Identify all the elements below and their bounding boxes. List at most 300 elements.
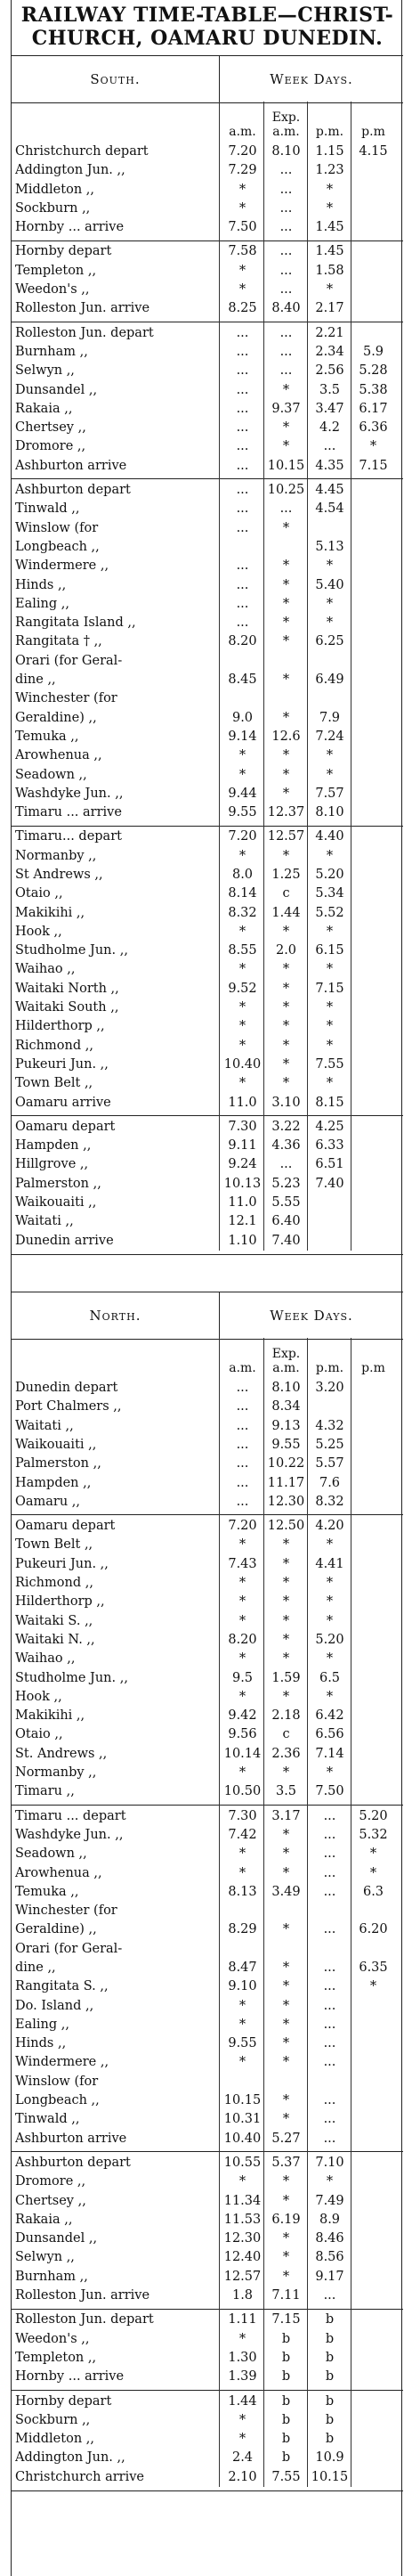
north-time-cell: ... <box>323 2036 336 2051</box>
north-time-cell: 10.31 <box>223 2112 262 2127</box>
south-time-cell: 2.34 <box>315 344 344 359</box>
south-time-cell: * <box>282 634 290 649</box>
north-time-cell: ... <box>323 2112 336 2127</box>
south-time-cell: * <box>238 1019 246 1034</box>
north-time-cell: * <box>282 1556 290 1571</box>
north-table-row <box>12 2349 403 2368</box>
north-table-row <box>12 2230 403 2248</box>
north-time-cell: 4.41 <box>315 1556 344 1571</box>
south-table-row <box>12 481 403 500</box>
south-time-cell: ... <box>279 182 293 197</box>
south-time-cell: * <box>326 924 334 939</box>
south-column-rule <box>307 102 308 1251</box>
north-station: Tinwald ,, <box>15 2112 80 2127</box>
south-table-row <box>12 200 403 218</box>
south-time-cell: 4.40 <box>315 829 344 844</box>
north-time-cell: ... <box>236 1494 249 1509</box>
north-time-cell: 3.17 <box>271 1808 301 1823</box>
south-time-cell: 1.58 <box>315 263 344 278</box>
south-time-cell: * <box>326 596 334 611</box>
north-station: Normanby ,, <box>15 1765 97 1781</box>
south-time-cell: 4.54 <box>315 501 344 517</box>
north-time-cell: * <box>238 1576 246 1591</box>
south-time-cell: * <box>282 981 290 996</box>
south-table-row <box>12 262 403 281</box>
south-time-cell: 1.23 <box>315 163 344 178</box>
south-time-cell: ... <box>236 325 249 340</box>
north-station: Makikihi ,, <box>15 1708 85 1724</box>
south-time-cell: 6.49 <box>315 673 344 688</box>
north-time-cell: * <box>326 2174 334 2189</box>
north-station: Ealing ,, <box>15 2017 69 2032</box>
south-station: Oamaru depart <box>15 1119 116 1134</box>
north-time-cell: b <box>281 2412 291 2427</box>
north-table-row <box>12 2172 403 2191</box>
north-table-row <box>12 1650 403 1668</box>
south-station: Otaio ,, <box>15 886 63 901</box>
north-section-divider <box>12 2390 403 2391</box>
north-station: Burnham ,, <box>15 2269 88 2284</box>
south-time-cell: 2.17 <box>315 301 344 316</box>
south-time-cell: 6.51 <box>315 1157 344 1172</box>
south-station: Geraldine) ,, <box>15 710 97 725</box>
south-time-cell: * <box>238 848 246 863</box>
north-time-cell: * <box>369 1846 377 1862</box>
north-station: Weedon's ,, <box>15 2331 90 2346</box>
north-time-cell: 10.14 <box>223 1746 262 1761</box>
south-time-cell: 4.15 <box>359 144 388 159</box>
north-time-cell: 8.56 <box>315 2250 344 2265</box>
north-time-cell: 2.10 <box>228 2469 257 2484</box>
north-station: Templeton ,, <box>15 2350 97 2365</box>
south-station: Waikouaiti ,, <box>15 1195 97 1211</box>
north-time-cell: ... <box>323 1998 336 2013</box>
north-time-cell: 9.10 <box>228 1979 257 1994</box>
south-station: Templeton ,, <box>15 263 97 278</box>
north-table-row <box>12 1883 403 1902</box>
south-time-cell: ... <box>279 325 293 340</box>
north-time-cell: * <box>326 1576 334 1591</box>
south-time-cell: 9.37 <box>271 401 301 416</box>
north-time-cell: b <box>325 2412 335 2427</box>
north-time-cell: * <box>282 1613 290 1628</box>
north-time-cell: 1.39 <box>228 2369 257 2384</box>
south-time-cell: 7.55 <box>315 1056 344 1072</box>
south-time-cell: * <box>326 615 334 631</box>
south-time-cell: ... <box>236 458 249 473</box>
south-time-cell: * <box>282 748 290 763</box>
south-time-cell: 7.30 <box>228 1119 257 1134</box>
south-time-cell: 5.55 <box>271 1195 301 1211</box>
north-time-cell: * <box>282 2193 290 2208</box>
south-col-header: p.m. <box>315 125 344 139</box>
south-table-row <box>12 519 403 538</box>
north-time-cell: c <box>282 1727 290 1742</box>
south-time-cell: 8.25 <box>228 301 257 316</box>
south-time-cell: ... <box>236 615 249 631</box>
north-time-cell: 6.42 <box>315 1708 344 1724</box>
north-station: Temuka ,, <box>15 1884 79 1899</box>
south-time-cell: 11.0 <box>228 1195 257 1211</box>
south-station: Town Belt ,, <box>15 1076 93 1091</box>
north-time-cell: * <box>326 1594 334 1610</box>
north-time-cell: 2.4 <box>231 2450 254 2466</box>
north-time-cell: * <box>238 1998 246 2013</box>
north-time-cell: 5.37 <box>271 2155 301 2170</box>
north-time-cell: * <box>238 1613 246 1628</box>
south-table-row <box>12 181 403 200</box>
south-table-row <box>12 923 403 942</box>
south-time-cell: 4.45 <box>315 483 344 498</box>
south-time-cell: ... <box>279 363 293 379</box>
south-time-cell: 5.38 <box>359 382 388 397</box>
north-table-row <box>12 1688 403 1707</box>
north-table-row <box>12 1555 403 1574</box>
south-station: Dromore ,, <box>15 439 86 454</box>
south-table-row <box>12 1212 403 1231</box>
south-table-row <box>12 242 403 261</box>
north-table-row <box>12 2154 403 2172</box>
north-time-cell: * <box>238 2017 246 2032</box>
south-time-cell: 5.20 <box>315 867 344 882</box>
south-time-cell: 10.13 <box>223 1176 262 1191</box>
south-time-cell: * <box>238 1076 246 1091</box>
south-section-divider <box>12 478 403 479</box>
north-time-cell: ... <box>323 1961 336 1975</box>
north-time-cell: 11.53 <box>223 2212 262 2227</box>
south-table-row <box>12 980 403 999</box>
south-table-row <box>12 381 403 400</box>
north-time-cell: * <box>282 1689 290 1704</box>
north-time-cell: b <box>281 2350 291 2365</box>
north-time-cell: ... <box>236 1381 249 1396</box>
north-time-cell: ... <box>323 1865 336 1880</box>
north-column-rule <box>263 1338 264 2487</box>
north-table-row <box>12 2192 403 2211</box>
north-time-cell: 1.11 <box>228 2312 257 2327</box>
north-time-cell: ... <box>323 1808 336 1823</box>
north-time-cell: * <box>282 1846 290 1862</box>
north-time-cell: 8.34 <box>271 1399 301 1414</box>
south-time-cell: * <box>282 577 290 592</box>
north-section-divider <box>12 2309 403 2310</box>
south-column-rule <box>263 102 264 1251</box>
north-time-cell: 12.50 <box>267 1519 305 1534</box>
north-time-cell: 9.17 <box>315 2269 344 2284</box>
north-time-cell: 7.50 <box>315 1784 344 1799</box>
south-station: Rakaia ,, <box>15 401 73 416</box>
south-time-cell: * <box>238 263 246 278</box>
north-time-cell: * <box>282 1537 290 1553</box>
north-time-cell: 1.59 <box>271 1670 301 1685</box>
north-station: Rolleston Jun. depart <box>15 2312 154 2327</box>
south-station: Normanby ,, <box>15 848 97 863</box>
south-time-cell: 7.24 <box>315 729 344 744</box>
north-station: Dunedin depart <box>15 1381 118 1396</box>
south-time-cell: * <box>282 786 290 801</box>
south-table-row <box>12 1118 403 1137</box>
north-time-cell: ... <box>323 2288 336 2303</box>
south-time-cell: ... <box>279 220 293 235</box>
south-time-cell: 8.10 <box>271 144 301 159</box>
north-time-cell: ... <box>323 1827 336 1842</box>
north-station: Ashburton arrive <box>15 2131 127 2146</box>
south-table-row <box>12 785 403 803</box>
north-time-cell: 8.20 <box>228 1632 257 1647</box>
south-end-rule <box>12 1254 403 1255</box>
south-table-row <box>12 847 403 866</box>
north-col-header: Exp. a.m. <box>271 1347 301 1376</box>
north-column-headers <box>12 1338 403 1379</box>
north-time-cell: 7.14 <box>315 1746 344 1761</box>
north-table-row <box>12 1417 403 1436</box>
south-station: Timaru ... arrive <box>15 805 122 820</box>
north-table-row <box>12 2073 403 2091</box>
north-station: Pukeuri Jun. ,, <box>15 1556 109 1571</box>
timetable-title <box>12 4 403 50</box>
south-station: Makikihi ,, <box>15 905 85 920</box>
south-station: Hornby depart <box>15 244 112 259</box>
south-table-row <box>12 1194 403 1212</box>
north-time-cell: b <box>281 2432 291 2447</box>
south-time-cell: 8.14 <box>228 886 257 901</box>
north-time-cell: b <box>281 2369 291 2384</box>
north-time-cell: 7.10 <box>315 2155 344 2170</box>
south-station: Rangitata Island ,, <box>15 615 136 631</box>
north-time-cell: ... <box>323 2055 336 2070</box>
south-station: Tinwald ,, <box>15 501 80 517</box>
south-table-row <box>12 1037 403 1056</box>
north-table-row <box>12 2368 403 2386</box>
south-table-row <box>12 671 403 689</box>
south-time-cell: * <box>326 558 334 574</box>
north-section-divider <box>12 1514 403 1515</box>
south-time-cell: ... <box>236 596 249 611</box>
south-time-cell: 5.23 <box>271 1176 301 1191</box>
south-table-row <box>12 1155 403 1174</box>
north-time-cell: 2.36 <box>271 1746 301 1761</box>
north-header <box>12 1292 403 1340</box>
south-station: Temuka ,, <box>15 729 79 744</box>
north-table-row <box>12 1536 403 1554</box>
north-time-cell: * <box>326 1765 334 1781</box>
north-time-cell: * <box>238 2174 246 2189</box>
south-time-cell: 7.20 <box>228 144 257 159</box>
north-time-cell: * <box>238 1651 246 1667</box>
south-time-cell: 4.25 <box>315 1119 344 1134</box>
south-time-cell: * <box>282 1000 290 1015</box>
north-station: Waitaki S. ,, <box>15 1613 93 1628</box>
south-time-cell: 3.22 <box>271 1119 301 1134</box>
north-time-cell: 6.3 <box>362 1884 384 1899</box>
north-column-rule <box>219 1338 220 2487</box>
south-time-cell: 9.52 <box>228 981 257 996</box>
south-station: Christchurch depart <box>15 144 149 159</box>
south-time-cell: 5.52 <box>315 905 344 920</box>
south-table-row <box>12 343 403 362</box>
north-station: Washdyke Jun. ,, <box>15 1827 124 1842</box>
north-table-row <box>12 1593 403 1611</box>
south-table-row <box>12 827 403 846</box>
south-time-cell: ... <box>236 363 249 379</box>
north-time-cell: 5.57 <box>315 1456 344 1471</box>
north-time-cell: ... <box>236 1437 249 1452</box>
north-table-row <box>12 2430 403 2449</box>
north-time-cell: * <box>282 2093 290 2108</box>
south-station: Dunsandel ,, <box>15 382 98 397</box>
south-table-row <box>12 1094 403 1113</box>
south-time-cell: * <box>238 200 246 216</box>
north-time-cell: 7.43 <box>228 1556 257 1571</box>
north-station: Richmond ,, <box>15 1576 93 1591</box>
south-time-cell: ... <box>236 483 249 498</box>
south-time-cell: 10.25 <box>267 483 305 498</box>
south-time-cell: * <box>282 767 290 782</box>
north-time-cell: 1.44 <box>228 2393 257 2409</box>
south-station: Arowhenua ,, <box>15 748 102 763</box>
north-station: dine ,, <box>15 1961 56 1975</box>
north-table-row <box>12 2268 403 2287</box>
south-col-header: Exp. a.m. <box>271 110 301 139</box>
south-table-row <box>12 632 403 651</box>
north-table-row <box>12 2449 403 2467</box>
north-table-row <box>12 2034 403 2053</box>
north-time-cell: * <box>238 1846 246 1862</box>
north-table-row <box>12 2016 403 2034</box>
north-time-cell: 3.49 <box>271 1884 301 1899</box>
north-time-cell: * <box>238 1689 246 1704</box>
north-table-row <box>12 1379 403 1398</box>
south-station: Ashburton arrive <box>15 458 127 473</box>
north-time-cell: 12.57 <box>223 2269 262 2284</box>
north-end-rule <box>12 2490 403 2491</box>
south-time-cell: ... <box>279 263 293 278</box>
north-table-row <box>12 1725 403 1744</box>
north-time-cell: 7.15 <box>271 2312 301 2327</box>
north-table-row <box>12 1845 403 1863</box>
north-time-cell: * <box>282 2112 290 2127</box>
north-station: Do. Island ,, <box>15 1998 94 2013</box>
north-time-cell: 10.55 <box>223 2155 262 2170</box>
south-header <box>12 55 403 103</box>
south-time-cell: 12.37 <box>267 805 305 820</box>
north-time-cell: 12.40 <box>223 2250 262 2265</box>
south-time-cell: 5.40 <box>315 577 344 592</box>
south-time-cell: 12.1 <box>228 1214 257 1229</box>
south-time-cell: * <box>282 848 290 863</box>
south-table-row <box>12 299 403 318</box>
south-table-row <box>12 652 403 671</box>
south-time-cell: 7.50 <box>228 220 257 235</box>
north-table-row <box>12 1612 403 1631</box>
south-time-cell: ... <box>323 439 336 454</box>
south-col-header: a.m. <box>229 125 256 139</box>
south-time-cell: * <box>326 182 334 197</box>
south-table-row <box>12 500 403 518</box>
south-table-row <box>12 1056 403 1074</box>
north-time-cell: ... <box>323 1979 336 1994</box>
south-time-cell: 6.33 <box>315 1138 344 1153</box>
south-time-cell: 9.11 <box>228 1138 257 1153</box>
south-direction-heading: South. <box>90 71 141 87</box>
north-time-cell: * <box>238 2412 246 2427</box>
north-station: Rakaia ,, <box>15 2212 73 2227</box>
south-time-cell: 2.0 <box>275 943 297 958</box>
north-station: Waitaki N. ,, <box>15 1632 95 1647</box>
south-time-cell: * <box>369 439 377 454</box>
south-table-row <box>12 709 403 728</box>
north-station: Selwyn ,, <box>15 2250 75 2265</box>
north-time-cell: ... <box>236 1399 249 1414</box>
north-time-cell: 10.9 <box>315 2450 344 2466</box>
south-time-cell: 7.20 <box>228 829 257 844</box>
south-table-row <box>12 1232 403 1251</box>
north-time-cell: * <box>326 1689 334 1704</box>
north-time-cell: * <box>369 1979 377 1994</box>
north-station: Studholme Jun. ,, <box>15 1670 128 1685</box>
south-table-row <box>12 884 403 903</box>
south-time-cell: 8.10 <box>315 805 344 820</box>
south-time-cell: 2.56 <box>315 363 344 379</box>
south-station: Addington Jun. ,, <box>15 163 125 178</box>
south-time-cell: 5.13 <box>315 539 344 554</box>
south-time-cell: ... <box>236 577 249 592</box>
north-time-cell: 7.55 <box>271 2469 301 2484</box>
north-time-cell: 5.25 <box>315 1437 344 1452</box>
south-time-cell: ... <box>236 501 249 517</box>
south-time-cell: 8.55 <box>228 943 257 958</box>
north-table-row <box>12 2248 403 2267</box>
north-time-cell: * <box>282 1632 290 1647</box>
north-station: Oamaru ,, <box>15 1494 81 1509</box>
north-time-cell: 3.20 <box>315 1381 344 1396</box>
north-station: Oamaru depart <box>15 1519 116 1534</box>
north-time-cell: 5.27 <box>271 2131 301 2146</box>
north-time-cell: 9.55 <box>271 1437 301 1452</box>
north-time-cell: * <box>238 2432 246 2447</box>
north-station: Hinds ,, <box>15 2036 67 2051</box>
north-time-cell: 10.22 <box>267 1456 305 1471</box>
north-time-cell: * <box>238 1765 246 1781</box>
south-time-cell: 12.57 <box>267 829 305 844</box>
north-time-cell: b <box>281 2331 291 2346</box>
south-station: Waitati ,, <box>15 1214 74 1229</box>
north-time-cell: 6.19 <box>271 2212 301 2227</box>
south-time-cell: 10.15 <box>267 458 305 473</box>
north-station: Chertsey ,, <box>15 2193 86 2208</box>
south-time-cell: 11.0 <box>228 1095 257 1110</box>
north-table-row <box>12 1826 403 1845</box>
north-time-cell: b <box>325 2350 335 2365</box>
south-station: Winslow (for <box>15 520 99 535</box>
north-time-cell: * <box>282 1576 290 1591</box>
south-station: Hampden ,, <box>15 1138 92 1153</box>
north-table-row <box>12 2311 403 2329</box>
south-time-cell: 7.29 <box>228 163 257 178</box>
north-station: Timaru ... depart <box>15 1808 126 1823</box>
north-station: Arowhenua ,, <box>15 1865 102 1880</box>
south-week-days-heading: Week Days. <box>219 56 403 102</box>
north-table-row <box>12 1807 403 1826</box>
north-station: Waikouaiti ,, <box>15 1437 97 1452</box>
south-table-row <box>12 1137 403 1155</box>
south-station: Studholme Jun. ,, <box>15 943 128 958</box>
south-time-cell: 1.44 <box>271 905 301 920</box>
north-station: Town Belt ,, <box>15 1537 93 1553</box>
south-station: Washdyke Jun. ,, <box>15 786 124 801</box>
south-time-cell: * <box>282 596 290 611</box>
south-time-cell: 7.15 <box>315 981 344 996</box>
